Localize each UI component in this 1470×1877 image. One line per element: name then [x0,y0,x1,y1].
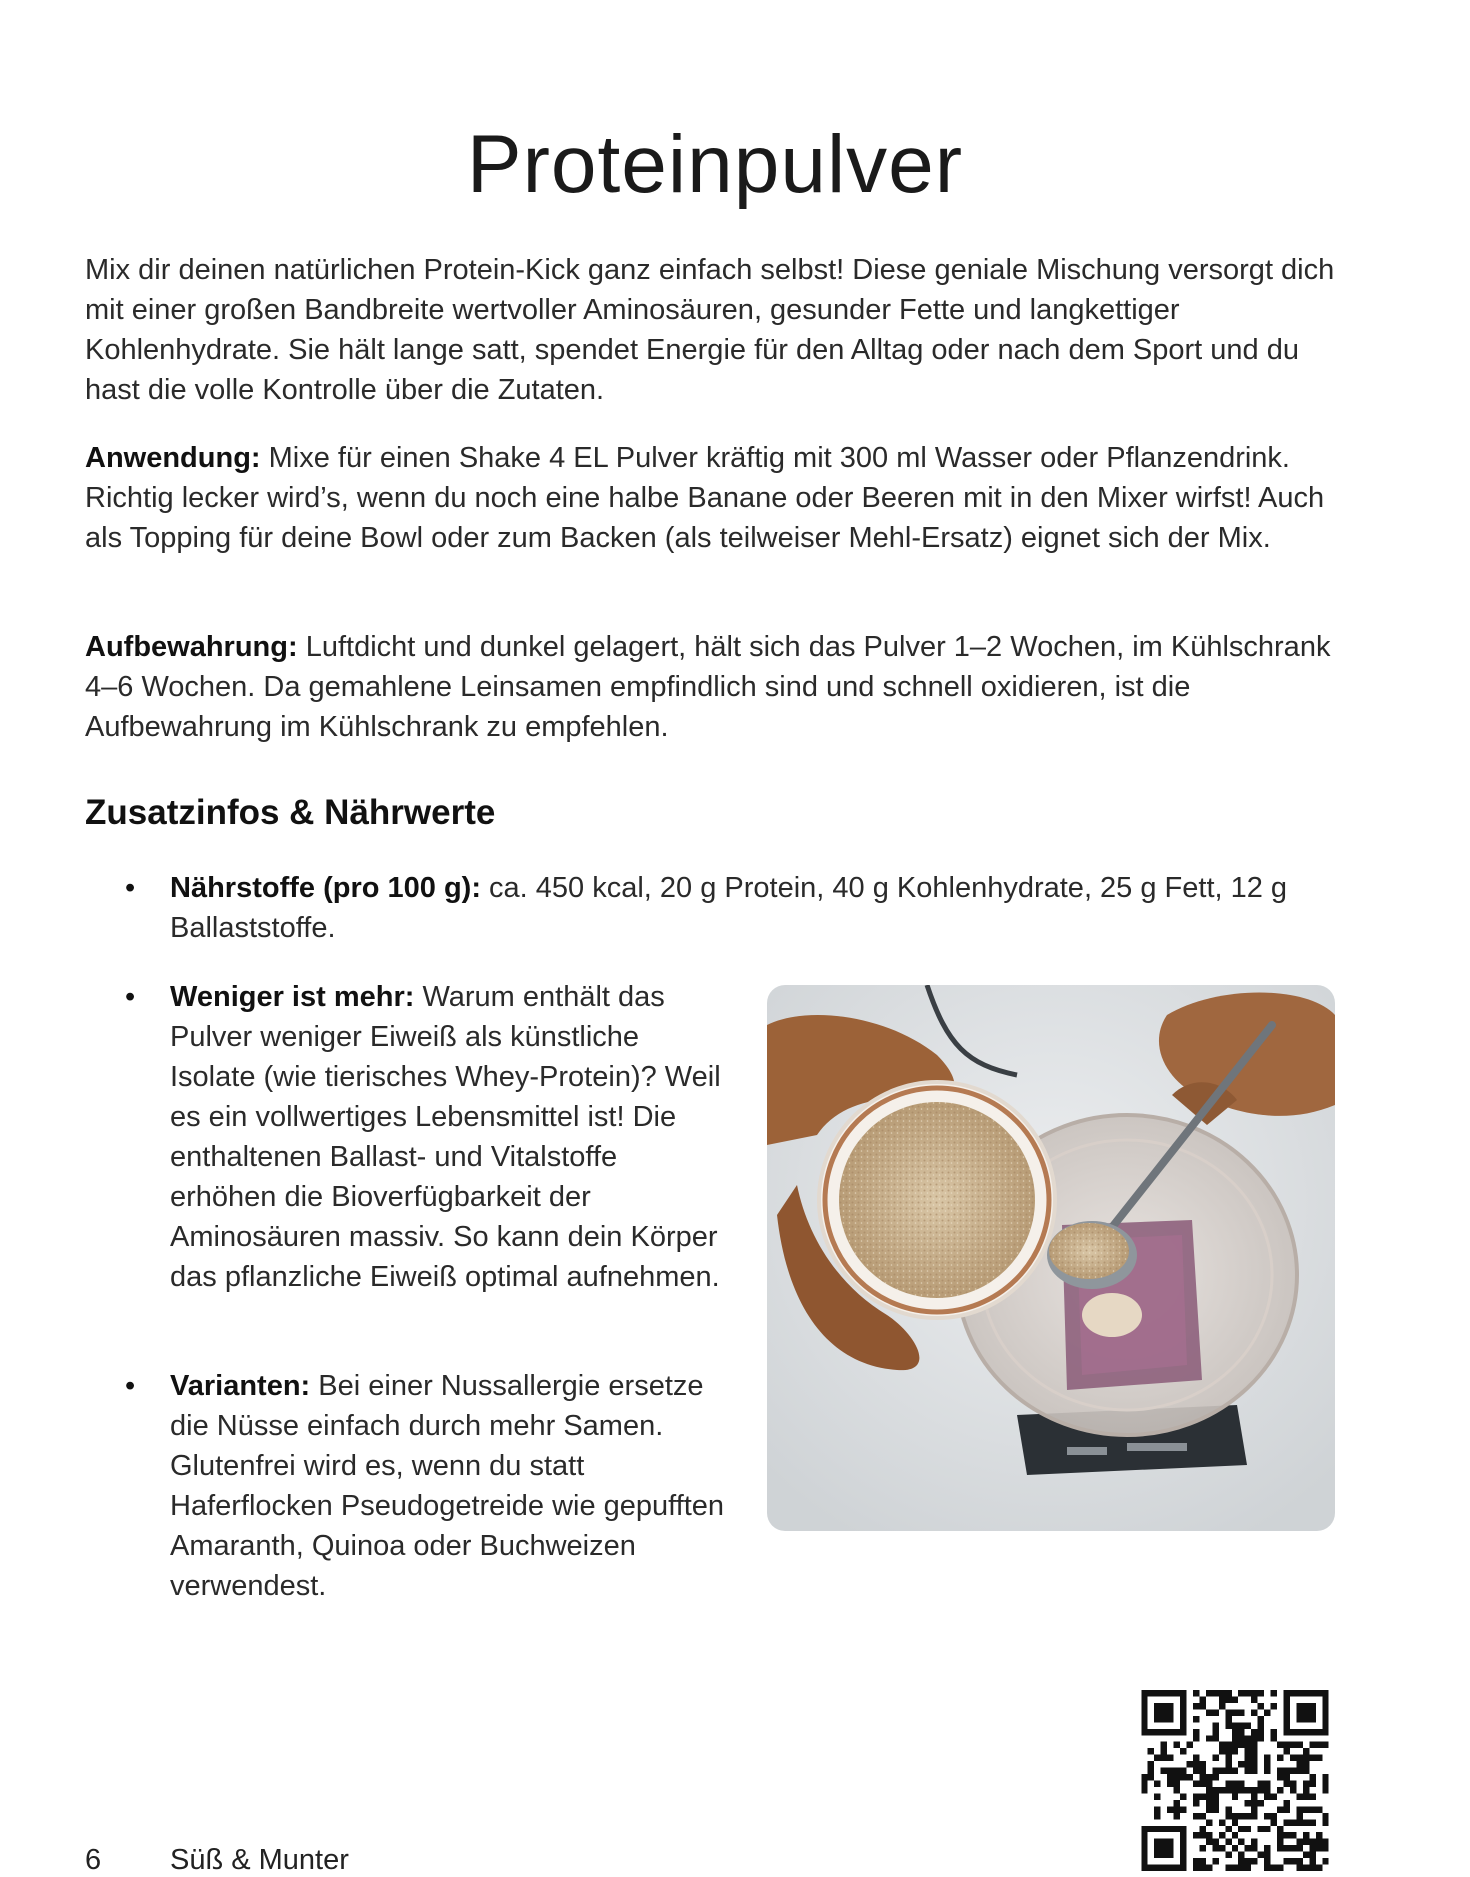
bullet-text: Warum enthält das Pulver weniger Eiweiß als künstliche Isolate (wie tierisches Whey-Protein)? Weil es ein vollwertiges Lebensmittel ist! Die enthaltenen Ballast- und Vitalstoffe erhöhen die Bioverfügbarkeit der Aminosäuren massiv. So kann dein Körper das pflanzliche Eiweiß optimal aufnehmen. [170,981,721,1293]
list-item-variants [170,1366,730,1606]
storage-text: Luftdicht und dunkel gelagert, hält sich das Pulver 1–2 Wochen, im Kühlschrank 4–6 Wochen. Da gemahlene Leinsamen empfindlich sind und schnell oxidieren, ist die Aufbewahrung im Kühlschrank zu empfehlen. [85,631,1331,743]
page-title: Proteinpulver [466,119,964,210]
bullet-text: ca. 450 kcal, 20 g Protein, 40 g Kohlenhydrate, 25 g Fett, 12 g Ballaststoffe. [170,872,1288,944]
qr-code-icon [1141,1690,1329,1871]
section-heading: Zusatzinfos & Nährwerte [85,793,496,832]
bullet-label: Varianten: [170,1370,311,1402]
footer-book-title: Süß & Munter [170,1844,349,1876]
bullet-label: Weniger ist mehr: [170,981,415,1013]
usage-paragraph [85,438,1345,558]
footer-page-number: 6 [85,1844,102,1876]
usage-label: Anwendung: [85,442,261,474]
storage-paragraph [85,627,1345,747]
bullet-text: Bei einer Nussallergie ersetze die Nüsse einfach durch mehr Samen. Glutenfrei wird es, wenn du statt Haferflocken Pseudogetreide wie gepufften Amaranth, Quinoa oder Buchweizen verwendest. [170,1370,725,1602]
list-item-nutrients [170,868,1340,948]
photo-protein-powder-blender [767,985,1335,1531]
usage-text: Mixe für einen Shake 4 EL Pulver kräftig mit 300 ml Wasser oder Pflanzendrink. Richtig lecker wird’s, wenn du noch eine halbe Banane oder Beeren mit in den Mixer wirfst! Auch als Topping für deine Bowl oder zum Backen (als teilweiser Mehl-Ersatz) eignet sich der Mix. [85,442,1325,554]
list-item-less-is-more [170,977,730,1297]
intro-paragraph: Mix dir deinen natürlichen Protein-Kick ganz einfach selbst! Diese geniale Mischung versorgt dich mit einer großen Bandbreite wertvoller Aminosäuren, gesunder Fette und langkettiger Kohlenhydrate. Sie hält lange satt, spendet Energie für den Alltag oder nach dem Sport und du hast die volle Kontrolle über die Zutaten. [85,254,1335,406]
bullet-label: Nährstoffe (pro 100 g): [170,872,481,904]
storage-label: Aufbewahrung: [85,631,298,663]
